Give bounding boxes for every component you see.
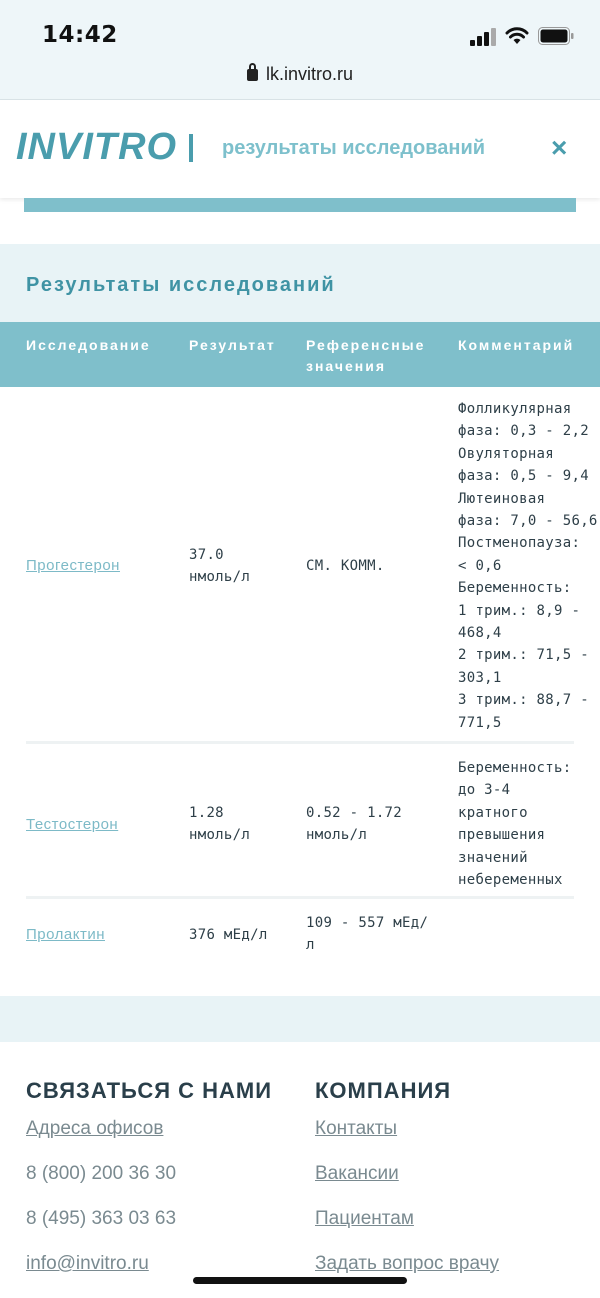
comment-line: фаза: 0,3 - 2,2: [458, 423, 589, 440]
comment-line: Беременность:: [458, 760, 572, 776]
comment-text: [458, 757, 571, 891]
reference-line: нмоль/л: [306, 827, 368, 844]
comment-line: до 3-4: [458, 782, 511, 799]
comment-line: < 0,6: [458, 557, 502, 574]
reference-value: [306, 912, 428, 957]
reference-line: 109 - 557 мЕд/: [306, 915, 429, 931]
close-icon[interactable]: ×: [551, 132, 568, 163]
test-link-progesterone[interactable]: Прогестерон: [26, 557, 120, 574]
comment-line: кратного: [458, 804, 528, 821]
result-unit: нмоль/л: [189, 569, 251, 586]
url-text: lk.invitro.ru: [265, 64, 354, 84]
footer-phone-1[interactable]: 8 (800) 200 36 30: [26, 1163, 177, 1184]
header-accent-strip: [24, 198, 576, 212]
comment-line: 3 трим.: 88,7 -: [458, 692, 589, 709]
footer-email-link[interactable]: info@invitro.ru: [26, 1253, 149, 1274]
cellular-signal-icon: [470, 28, 496, 46]
comment-line: 1 трим.: 8,9 -: [458, 602, 581, 619]
footer-contact-column: [26, 1078, 272, 1298]
site-header: [0, 100, 600, 198]
footer-link-contacts[interactable]: Контакты: [315, 1118, 398, 1139]
home-indicator[interactable]: [193, 1277, 407, 1284]
logo-divider: [189, 134, 193, 162]
footer-link-vacancies[interactable]: Вакансии: [315, 1163, 399, 1184]
status-bar: [0, 0, 600, 100]
header-title: результаты исследований: [222, 137, 486, 159]
reference-line: 0.52 - 1.72: [306, 805, 403, 821]
comment-line: фаза: 0,5 - 9,4: [458, 468, 589, 485]
wifi-icon: [505, 25, 529, 45]
reference-value: [306, 555, 385, 577]
comment-line: 468,4: [458, 625, 502, 642]
result-value: [189, 924, 268, 946]
footer-link-ask-doctor[interactable]: Задать вопрос врачу: [315, 1253, 500, 1274]
footer-link-offices[interactable]: Адреса офисов: [26, 1118, 164, 1139]
reference-line: л: [306, 937, 315, 954]
comment-line: фаза: 7,0 - 56,6: [458, 513, 598, 530]
address-bar[interactable]: [0, 64, 600, 85]
reference-value: [306, 802, 402, 847]
reference-line: СМ. КОММ.: [306, 558, 385, 574]
row-divider: [26, 741, 574, 744]
footer-company-heading: КОМПАНИЯ: [315, 1078, 452, 1103]
footer-company-column: [315, 1078, 499, 1298]
lock-icon: [247, 69, 258, 81]
comment-line: Лютеиновая: [458, 490, 546, 507]
battery-icon: [538, 27, 574, 45]
comment-line: Фолликулярная: [458, 401, 572, 417]
results-section-header: [0, 244, 600, 322]
comment-line: Беременность:: [458, 580, 572, 597]
comment-line: Овуляторная: [458, 445, 555, 462]
results-table-header: [0, 322, 600, 387]
section-separator-band: [0, 996, 600, 1042]
comment-line: 771,5: [458, 714, 502, 731]
column-header-reference: Референсные значения: [306, 337, 426, 374]
comment-text: [458, 398, 598, 734]
column-header-comment: Комментарий: [458, 337, 575, 353]
footer-link-patients[interactable]: Пациентам: [315, 1208, 414, 1229]
column-header-result: Результат: [189, 337, 276, 353]
result-value: [189, 802, 250, 847]
footer-phone-2[interactable]: 8 (495) 363 03 63: [26, 1208, 177, 1229]
result-line: 376 мЕд/л: [189, 927, 268, 943]
comment-line: 303,1: [458, 669, 502, 686]
result-line: 37.0: [189, 547, 224, 563]
row-divider: [26, 896, 574, 899]
footer-contact-heading: СВЯЗАТЬСЯ С НАМИ: [26, 1078, 273, 1103]
results-title: Результаты исследований: [26, 274, 336, 296]
invitro-logo[interactable]: INVITRO: [16, 126, 178, 168]
result-value: [189, 544, 250, 589]
comment-line: 2 трим.: 71,5 -: [458, 647, 589, 664]
comment-line: небеременных: [458, 872, 563, 889]
result-unit: нмоль/л: [189, 827, 251, 844]
test-link-testosterone[interactable]: Тестостерон: [26, 816, 119, 833]
result-line: 1.28: [189, 805, 224, 821]
column-header-test: Исследование: [26, 337, 151, 353]
comment-line: значений: [458, 849, 528, 866]
test-link-prolactin[interactable]: Пролактин: [26, 926, 105, 943]
status-time: 14:42: [42, 22, 118, 48]
comment-line: Постменопауза:: [458, 535, 581, 552]
comment-line: превышения: [458, 827, 546, 844]
